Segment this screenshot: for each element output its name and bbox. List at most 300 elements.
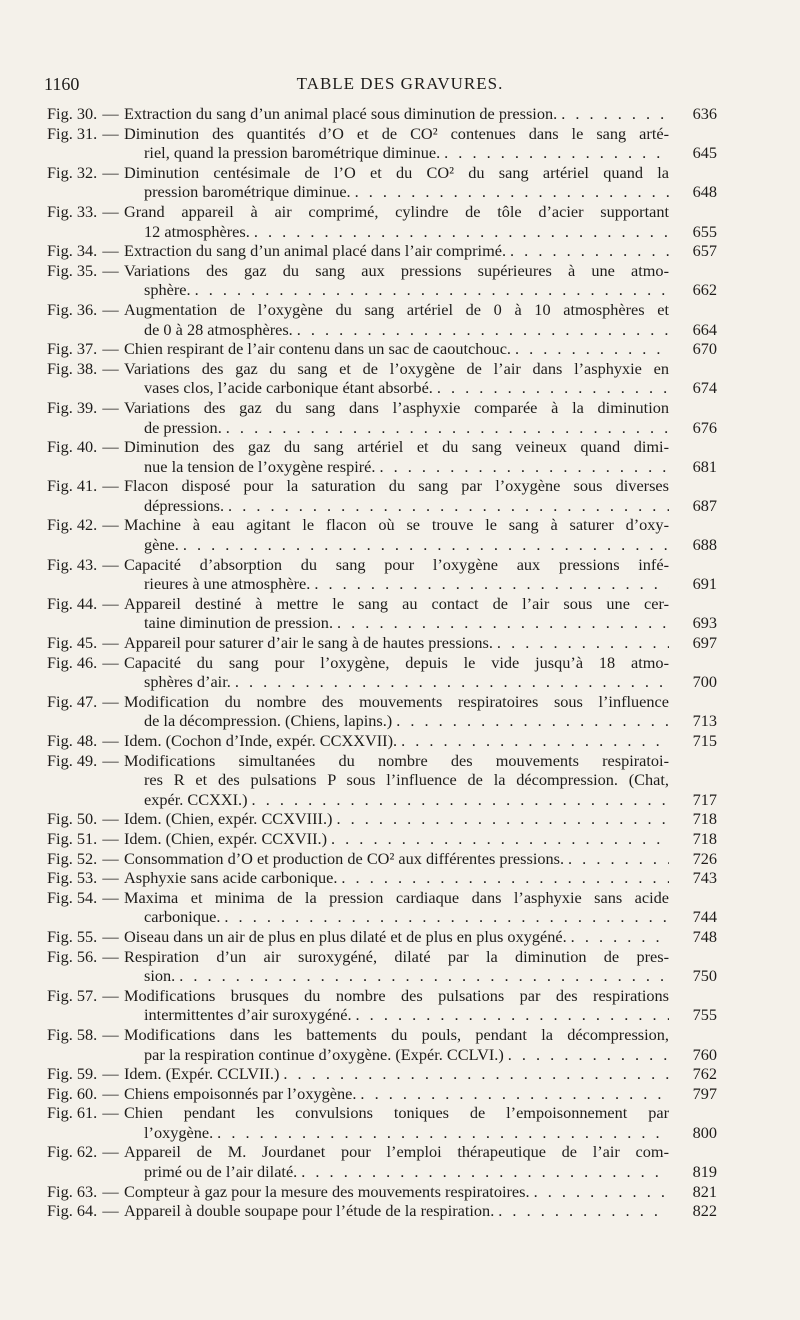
caption-line [124, 809, 669, 829]
figure-number: Fig. 34. [47, 241, 98, 261]
dot-leader [557, 104, 669, 124]
caption-text: Maxima et minima de la pression cardiaque dans l’asphyxie sans acide [124, 887, 669, 907]
dot-leader [279, 1064, 669, 1084]
caption-line [124, 888, 669, 908]
figure-caption [124, 633, 669, 653]
caption-text: de 0 à 28 atmosphères. [144, 319, 293, 339]
caption-line [124, 692, 669, 712]
figure-caption [124, 809, 669, 829]
em-dash: — [102, 1083, 119, 1103]
page-reference: 662 [692, 280, 717, 300]
figure-number: Fig. 41. [47, 476, 98, 496]
figure-entry [0, 241, 800, 261]
caption-line [124, 1201, 669, 1221]
em-dash: — [102, 750, 119, 770]
figure-entry [0, 124, 800, 163]
dot-leader [250, 222, 669, 242]
dot-leader [511, 339, 669, 359]
caption-text: de la décompression. (Chiens, lapins.) [144, 711, 393, 731]
caption-text: Idem. (Cochon d’Inde, expér. CCXXVII). [124, 731, 398, 750]
figure-caption [124, 927, 669, 947]
caption-text: intermittentes d’air suroxygéné. [144, 1005, 352, 1025]
figure-number: Fig. 48. [47, 731, 98, 750]
dot-leader [248, 790, 669, 810]
caption-text: riel, quand la pression barométrique diminue. [144, 143, 441, 163]
caption-line [124, 339, 669, 359]
page-reference: 750 [692, 966, 717, 986]
caption-text: nue la tension de l’oxygène respiré. [144, 456, 376, 476]
page-reference: 681 [692, 456, 717, 476]
page-reference: 676 [692, 417, 717, 437]
em-dash: — [102, 476, 119, 496]
em-dash: — [102, 887, 119, 907]
figure-entry [0, 104, 800, 124]
figure-caption [124, 1025, 669, 1064]
figure-caption [124, 1201, 669, 1221]
caption-text: Variations des gaz du sang dans l’asphyxie comparée à la diminution [124, 397, 669, 417]
figure-number: Fig. 58. [47, 1024, 98, 1044]
dot-leader [397, 731, 669, 751]
page-reference: 755 [692, 1005, 717, 1025]
caption-line [124, 496, 669, 516]
figure-number: Fig. 64. [47, 1201, 98, 1221]
page-reference: 645 [692, 143, 717, 163]
figure-number: Fig. 42. [47, 515, 98, 535]
page-reference: 744 [692, 907, 717, 927]
page-reference: 664 [692, 319, 717, 339]
figure-caption [124, 1084, 669, 1104]
em-dash: — [102, 985, 119, 1005]
figure-number: Fig. 59. [47, 1064, 98, 1084]
page-reference: 718 [692, 828, 717, 848]
dot-leader [231, 672, 669, 692]
figure-entry [0, 868, 800, 888]
figure-entry [0, 947, 800, 986]
figure-entry [0, 594, 800, 633]
figure-number: Fig. 37. [47, 339, 98, 359]
figure-entry [0, 1182, 800, 1202]
figure-caption [124, 202, 669, 241]
figure-caption [124, 339, 669, 359]
dot-leader [310, 574, 669, 594]
figure-entry [0, 476, 800, 515]
figure-caption [124, 849, 669, 869]
dot-leader [191, 280, 669, 300]
figure-entry [0, 653, 800, 692]
caption-text: l’oxygène. [144, 1122, 214, 1142]
figure-number: Fig. 38. [47, 358, 98, 378]
caption-line [124, 202, 669, 222]
caption-text: de pression. [144, 417, 222, 437]
figure-caption [124, 241, 669, 261]
em-dash: — [102, 437, 119, 457]
caption-line [124, 594, 669, 614]
page-reference: 718 [692, 809, 717, 829]
page-reference: 655 [692, 221, 717, 241]
caption-text: Chien pendant les convulsions toniques de l’empoisonnement par [124, 1103, 669, 1123]
caption-line [124, 790, 669, 810]
em-dash: — [102, 201, 119, 221]
caption-line [124, 574, 669, 594]
figure-caption [124, 888, 669, 927]
figure-number: Fig. 56. [47, 946, 98, 966]
figure-entry [0, 398, 800, 437]
figure-entry [0, 751, 800, 810]
figure-entry [0, 359, 800, 398]
caption-line [124, 1084, 669, 1104]
caption-text: Augmentation de l’oxygène du sang artériel de 0 à 10 atmosphères et [124, 299, 669, 319]
caption-text: Diminution des gaz du sang artériel et du sang veineux quand dimi- [124, 437, 669, 457]
figure-entry [0, 1201, 800, 1221]
caption-text: sphère. [144, 280, 191, 300]
em-dash: — [102, 162, 119, 182]
caption-text: Diminution des quantités d’O et de CO² contenues dans le sang arté- [124, 123, 669, 143]
page-reference: 636 [692, 104, 717, 123]
page-reference: 713 [692, 711, 717, 731]
figure-caption [124, 555, 669, 594]
em-dash: — [102, 1181, 119, 1201]
caption-line [124, 1025, 669, 1045]
caption-text: Flacon disposé pour la saturation du sang par l’oxygène sous diverses [124, 476, 669, 496]
dot-leader [297, 1162, 669, 1182]
figure-entry [0, 829, 800, 849]
figure-caption [124, 1103, 669, 1142]
figure-entry [0, 986, 800, 1025]
figure-entry [0, 300, 800, 339]
page-reference: 800 [692, 1122, 717, 1142]
figure-number: Fig. 39. [47, 397, 98, 417]
dot-leader [567, 927, 669, 947]
page-reference: 819 [692, 1162, 717, 1182]
em-dash: — [102, 1201, 119, 1221]
figure-number: Fig. 36. [47, 299, 98, 319]
caption-text: Idem. (Chien, expér. CCXVII.) [124, 828, 328, 848]
page-reference: 648 [692, 182, 717, 202]
figure-caption [124, 731, 669, 751]
figure-entry [0, 927, 800, 947]
figure-caption [124, 437, 669, 476]
em-dash: — [102, 828, 119, 848]
caption-line [124, 672, 669, 692]
figure-caption [124, 359, 669, 398]
figure-table [0, 104, 800, 1221]
page-header [0, 74, 800, 98]
caption-line [124, 241, 669, 261]
figure-number: Fig. 45. [47, 633, 98, 653]
page-reference: 674 [692, 378, 717, 398]
running-title: TABLE DES GRAVURES. [296, 74, 504, 93]
caption-text: Consommation d’O et production de CO² aux différentes pressions. [124, 848, 565, 868]
caption-line [124, 1045, 669, 1065]
figure-entry [0, 1142, 800, 1181]
caption-line [124, 613, 669, 633]
page-reference: 743 [692, 868, 717, 888]
figure-number: Fig. 63. [47, 1181, 98, 1201]
em-dash: — [102, 1064, 119, 1084]
dot-leader [213, 1123, 669, 1143]
caption-text: Modifications dans les battements du pouls, pendant la décompression, [124, 1024, 669, 1044]
em-dash: — [102, 731, 119, 750]
figure-caption [124, 515, 669, 554]
dot-leader [352, 1005, 669, 1025]
page-reference: 688 [692, 535, 717, 555]
caption-line [124, 1182, 669, 1202]
caption-text: Appareil destiné à mettre le sang au contact de l’air sous une cer- [124, 593, 669, 613]
caption-text: expér. CCXXI.) [144, 789, 248, 809]
dot-leader [433, 378, 669, 398]
figure-caption [124, 947, 669, 986]
figure-caption [124, 868, 669, 888]
em-dash: — [102, 397, 119, 417]
em-dash: — [102, 868, 119, 888]
caption-line [124, 300, 669, 320]
caption-line [124, 653, 669, 673]
caption-line [124, 398, 669, 418]
figure-number: Fig. 50. [47, 809, 98, 829]
caption-line [124, 731, 669, 751]
figure-caption [124, 692, 669, 731]
dot-leader [494, 1201, 669, 1221]
dot-leader [493, 633, 669, 653]
caption-line [124, 1142, 669, 1162]
figure-caption [124, 1142, 669, 1181]
figure-number: Fig. 32. [47, 162, 98, 182]
figure-entry [0, 692, 800, 731]
caption-text: Modification du nombre des mouvements respiratoires sous l’influence [124, 691, 669, 711]
caption-text: Idem. (Expér. CCLVII.) [124, 1064, 280, 1084]
page-number: 1160 [44, 74, 80, 94]
page-reference: 693 [692, 613, 717, 633]
dot-leader [564, 849, 669, 869]
caption-text: Grand appareil à air comprimé, cylindre de tôle d’acier supportant [124, 201, 669, 221]
caption-line [124, 1005, 669, 1025]
caption-text: Variations des gaz du sang aux pressions supérieures à une atmo- [124, 260, 669, 280]
caption-line [124, 1103, 669, 1123]
caption-line [124, 124, 669, 144]
caption-line [124, 829, 669, 849]
page-reference: 700 [692, 672, 717, 692]
figure-entry [0, 809, 800, 829]
em-dash: — [102, 299, 119, 319]
em-dash: — [102, 1103, 119, 1123]
figure-entry [0, 1025, 800, 1064]
page-reference: 797 [692, 1083, 717, 1103]
figure-number: Fig. 53. [47, 868, 98, 888]
figure-number: Fig. 40. [47, 437, 98, 457]
figure-number: Fig. 61. [47, 1103, 98, 1123]
dot-leader [220, 907, 669, 927]
caption-text: res R et des pulsations P sous l’influence de la décompression. (Chat, [144, 770, 669, 790]
figure-number: Fig. 44. [47, 593, 98, 613]
figure-caption [124, 1064, 669, 1084]
dot-leader [375, 457, 669, 477]
figure-caption [124, 163, 669, 202]
caption-text: Extraction du sang d’un animal placé sous diminution de pression. [124, 104, 558, 123]
caption-text: sion. [144, 966, 176, 986]
caption-line [124, 280, 669, 300]
caption-line [124, 182, 669, 202]
caption-text: par la respiration continue d’oxygène. (Expér. CCLVI.) [144, 1044, 504, 1064]
page-reference: 691 [692, 574, 717, 594]
dot-leader [222, 418, 669, 438]
em-dash: — [102, 946, 119, 966]
figure-number: Fig. 51. [47, 828, 98, 848]
caption-line [124, 515, 669, 535]
figure-number: Fig. 47. [47, 691, 98, 711]
caption-line [124, 1123, 669, 1143]
caption-text: Asphyxie sans acide carbonique. [124, 868, 338, 888]
figure-entry [0, 163, 800, 202]
caption-text: Chiens empoisonnés par l’oxygène. [124, 1083, 357, 1103]
page-reference: 760 [692, 1044, 717, 1064]
dot-leader [293, 320, 669, 340]
caption-text: dépressions. [144, 495, 225, 515]
caption-text: Machine à eau agitant le flacon où se trouve le sang à saturer d’oxy- [124, 515, 669, 535]
figure-caption [124, 261, 669, 300]
page-reference: 762 [692, 1064, 717, 1084]
em-dash: — [102, 848, 119, 868]
figure-entry [0, 1084, 800, 1104]
page-reference: 715 [692, 731, 717, 750]
figure-caption [124, 1182, 669, 1202]
figure-number: Fig. 62. [47, 1142, 98, 1162]
caption-line [124, 711, 669, 731]
dot-leader [440, 143, 669, 163]
caption-line [124, 143, 669, 163]
figure-entry [0, 731, 800, 751]
figure-caption [124, 986, 669, 1025]
caption-text: carbonique. [144, 907, 221, 927]
figure-number: Fig. 55. [47, 926, 98, 946]
page-reference: 670 [692, 339, 717, 359]
caption-line [124, 359, 669, 379]
caption-text: vases clos, l’acide carbonique étant absorbé. [144, 378, 433, 398]
caption-text: Appareil pour saturer d’air le sang à de hautes pressions. [124, 633, 493, 653]
em-dash: — [102, 593, 119, 613]
caption-line [124, 751, 669, 771]
dot-leader [506, 241, 669, 261]
dot-leader [179, 535, 669, 555]
caption-text: Diminution centésimale de l’O et du CO² du sang artériel quand la [124, 162, 669, 182]
figure-entry [0, 555, 800, 594]
figure-entry [0, 1103, 800, 1142]
caption-line [124, 1064, 669, 1084]
caption-text: Compteur à gaz pour la mesure des mouvements respiratoires. [124, 1181, 530, 1201]
caption-text: Capacité du sang pour l’oxygène, depuis le vide jusqu’à 18 atmo- [124, 652, 669, 672]
page-reference: 687 [692, 495, 717, 515]
caption-line [124, 457, 669, 477]
caption-text: Modifications simultanées du nombre des mouvements respiratoi- [124, 750, 669, 770]
caption-text: Appareil de M. Jourdanet pour l’emploi thérapeutique de l’air com- [124, 1142, 669, 1162]
figure-caption [124, 398, 669, 437]
caption-line [124, 633, 669, 653]
dot-leader [333, 613, 669, 633]
page-reference: 822 [692, 1201, 717, 1221]
caption-line [124, 986, 669, 1006]
caption-line [124, 966, 669, 986]
caption-line [124, 555, 669, 575]
dot-leader [327, 829, 669, 849]
figure-entry [0, 849, 800, 869]
dot-leader [530, 1182, 669, 1202]
page-reference: 717 [692, 789, 717, 809]
figure-entry [0, 1064, 800, 1084]
caption-line [124, 927, 669, 947]
caption-line [124, 770, 669, 790]
dot-leader [351, 182, 669, 202]
figure-caption [124, 124, 669, 163]
dot-leader [392, 711, 669, 731]
caption-line [124, 378, 669, 398]
em-dash: — [102, 1142, 119, 1162]
dot-leader [224, 496, 669, 516]
caption-line [124, 104, 669, 124]
caption-line [124, 418, 669, 438]
figure-number: Fig. 54. [47, 887, 98, 907]
caption-text: Chien respirant de l’air contenu dans un sac de caoutchouc. [124, 339, 511, 359]
figure-entry [0, 339, 800, 359]
em-dash: — [102, 241, 119, 261]
caption-text: taine diminution de pression. [144, 613, 334, 633]
page-reference: 657 [692, 241, 717, 261]
em-dash: — [102, 515, 119, 535]
figure-entry [0, 261, 800, 300]
caption-text: Oiseau dans un air de plus en plus dilaté et de plus en plus oxygéné. [124, 926, 567, 946]
figure-number: Fig. 60. [47, 1083, 98, 1103]
em-dash: — [102, 123, 119, 143]
caption-text: pression barométrique diminue. [144, 182, 351, 202]
caption-line [124, 437, 669, 457]
page-reference: 748 [692, 926, 717, 946]
em-dash: — [102, 926, 119, 946]
em-dash: — [102, 691, 119, 711]
caption-text: sphères d’air. [144, 672, 231, 692]
caption-line [124, 1162, 669, 1182]
caption-text: Respiration d’un air suroxygéné, dilaté par la diminution de pres- [124, 946, 669, 966]
figure-entry [0, 888, 800, 927]
caption-line [124, 907, 669, 927]
caption-line [124, 222, 669, 242]
caption-text: rieures à une atmosphère. [144, 574, 311, 594]
figure-number: Fig. 49. [47, 750, 98, 770]
caption-text: Modifications brusques du nombre des pulsations par des respirations [124, 985, 669, 1005]
em-dash: — [102, 260, 119, 280]
em-dash: — [102, 358, 119, 378]
caption-text: 12 atmosphères. [144, 221, 250, 241]
figure-entry [0, 633, 800, 653]
em-dash: — [102, 554, 119, 574]
dot-leader [337, 868, 669, 888]
figure-number: Fig. 33. [47, 201, 98, 221]
em-dash: — [102, 633, 119, 653]
caption-text: Variations des gaz du sang et de l’oxygène de l’air dans l’asphyxie en [124, 358, 669, 378]
dot-leader [332, 809, 669, 829]
figure-number: Fig. 52. [47, 848, 98, 868]
caption-text: Idem. (Chien, expér. CCXVIII.) [124, 809, 333, 829]
figure-number: Fig. 30. [47, 104, 98, 123]
dot-leader [504, 1045, 669, 1065]
figure-caption [124, 476, 669, 515]
figure-entry [0, 202, 800, 241]
caption-line [124, 868, 669, 888]
caption-text: Capacité d’absorption du sang pour l’oxygène aux pressions infé- [124, 554, 669, 574]
page-reference: 726 [692, 848, 717, 868]
caption-line [124, 947, 669, 967]
em-dash: — [102, 339, 119, 359]
figure-caption [124, 829, 669, 849]
caption-text: Appareil à double soupape pour l’étude de la respiration. [124, 1201, 495, 1221]
figure-caption [124, 653, 669, 692]
